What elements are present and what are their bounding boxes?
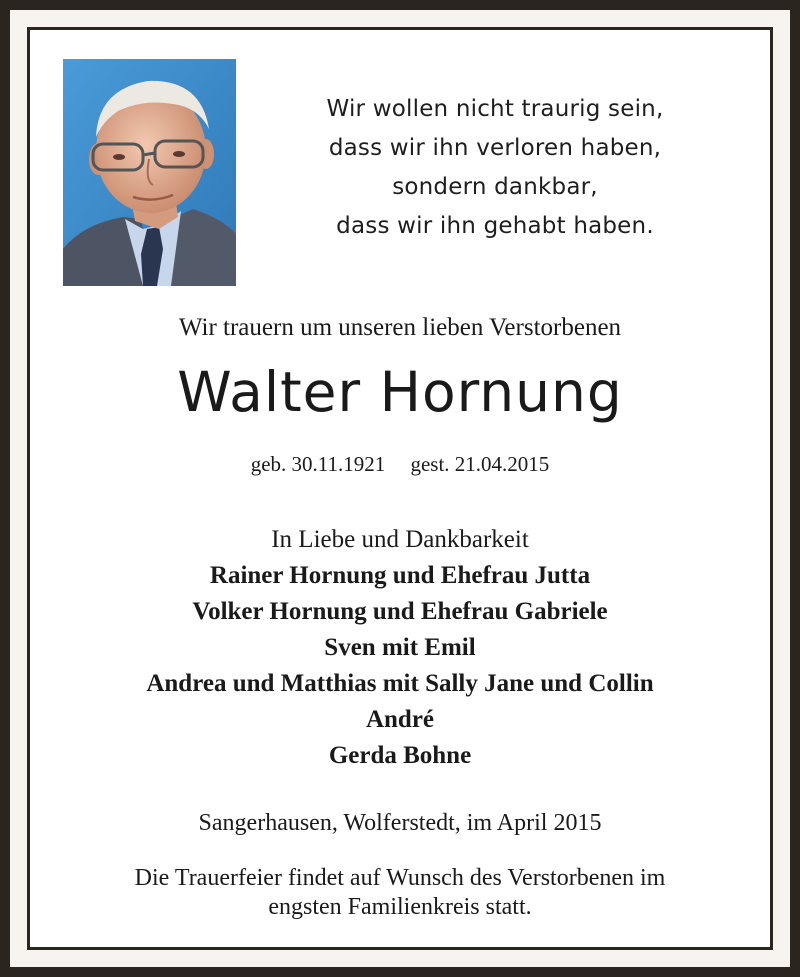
mourner: Gerda Bohne <box>328 742 472 769</box>
death-date: gest. 21.04.2015 <box>410 452 550 476</box>
quote-line: sondern dankbar, <box>392 174 598 200</box>
mourner: Volker Hornung und Ehefrau Gabriele <box>192 598 608 625</box>
portrait-photo <box>63 59 236 286</box>
funeral-notice-line: engsten Familienkreis statt. <box>268 894 532 920</box>
mourner: Rainer Hornung und Ehefrau Jutta <box>209 562 591 589</box>
birth-date: geb. 30.11.1921 <box>250 452 386 476</box>
place-and-date: Sangerhausen, Wolferstedt, im April 2015 <box>198 810 602 836</box>
mourner: Andrea und Matthias mit Sally Jane und Collin <box>146 670 654 697</box>
portrait-image <box>63 59 236 286</box>
memorial-quote <box>290 90 700 246</box>
life-dates <box>0 452 800 477</box>
deceased-name: Walter Hornung <box>177 360 623 424</box>
funeral-notice <box>0 864 800 922</box>
quote-line: dass wir ihn verloren haben, <box>328 135 662 161</box>
mourner: André <box>365 706 435 733</box>
mourner: Sven mit Emil <box>324 634 476 661</box>
funeral-notice-line: Die Trauerfeier findet auf Wunsch des Verstorbenen im <box>134 865 666 891</box>
mourners-list <box>0 522 800 774</box>
quote-line: Wir wollen nicht traurig sein, <box>326 96 664 122</box>
mourners-heading: In Liebe und Dankbarkeit <box>271 526 529 553</box>
quote-line: dass wir ihn gehabt haben. <box>336 213 654 239</box>
intro-text: Wir trauern um unseren lieben Verstorbenen <box>178 314 622 341</box>
